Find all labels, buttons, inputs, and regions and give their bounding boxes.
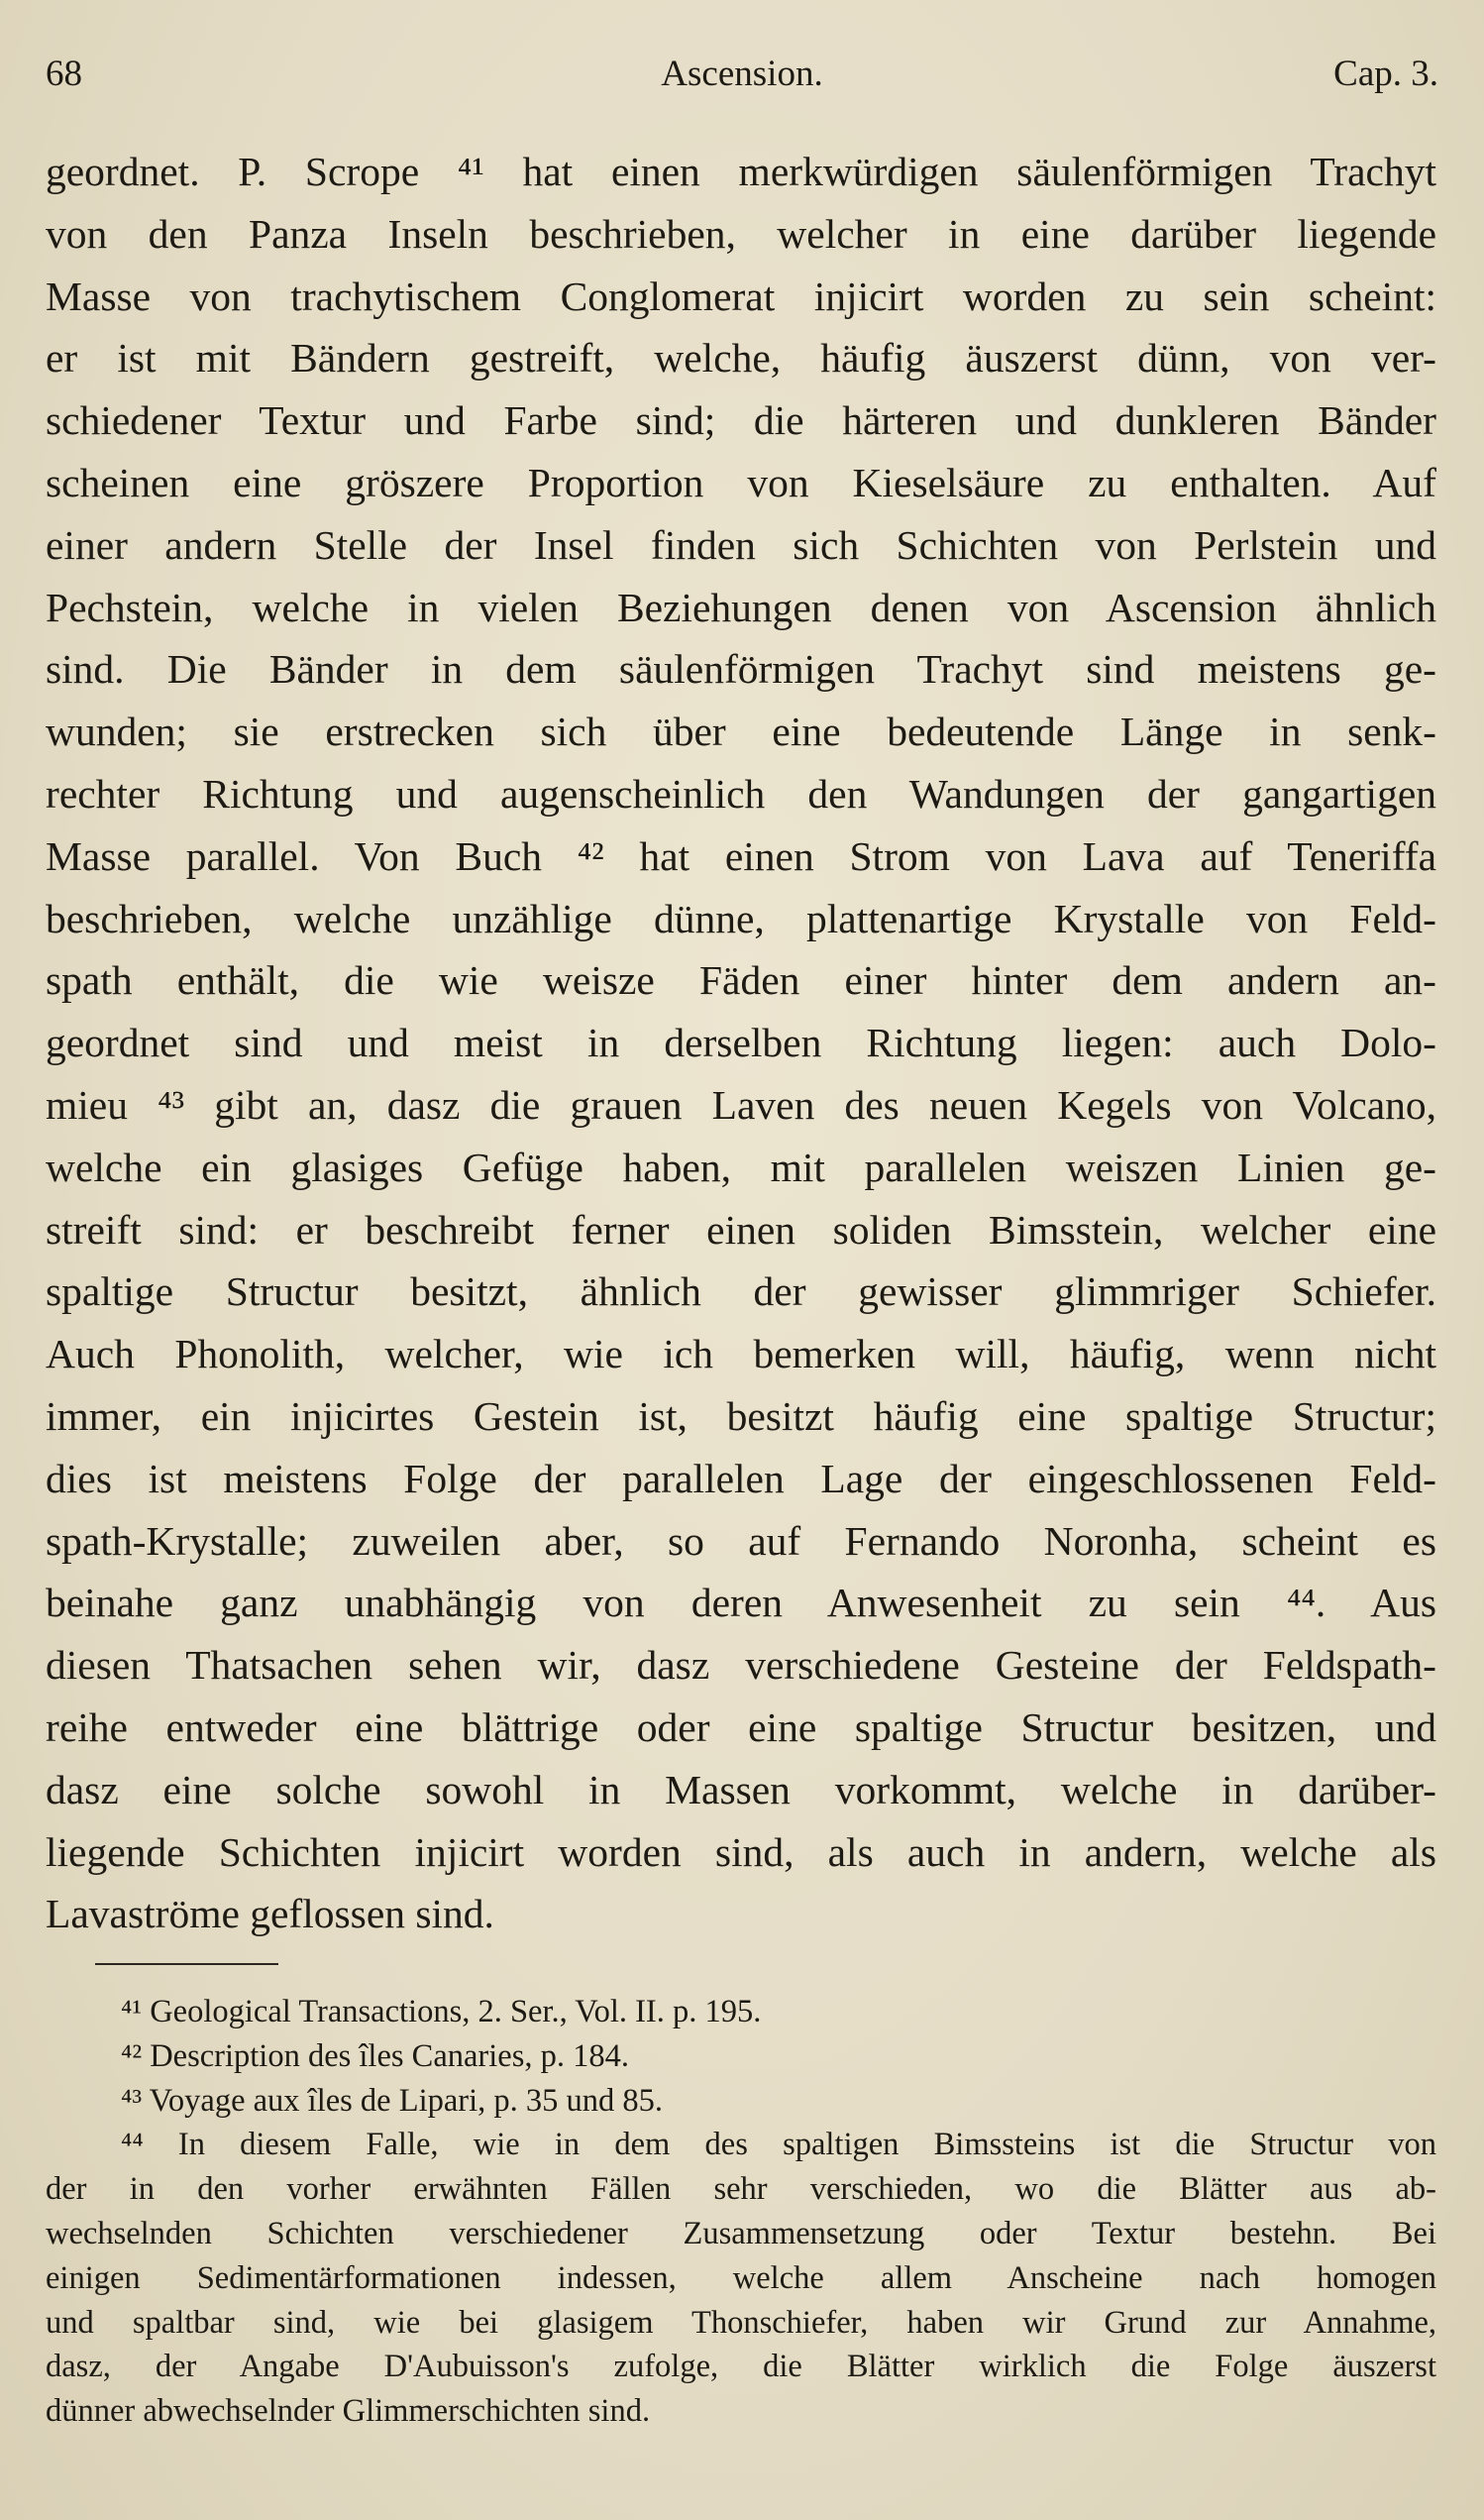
body-line: einer andern Stelle der Insel finden sich Schichten von Perlstein und: [46, 521, 1436, 568]
body-line: welche ein glasiges Gefüge haben, mit parallelen weiszen Linien ge-: [46, 1144, 1436, 1190]
body-line: Masse von trachytischem Conglomerat injicirt worden zu sein scheint:: [46, 273, 1436, 319]
body-line: geordnet sind und meist in derselben Richtung liegen: auch Dolo-: [46, 1020, 1436, 1066]
body-line: schiedener Textur und Farbe sind; die härteren und dunkleren Bänder: [46, 397, 1436, 444]
body-line: reihe entweder eine blättrige oder eine spaltige Structur besitzen, und: [46, 1703, 1436, 1750]
footnote-line: wechselnden Schichten verschiedener Zusammensetzung oder Textur bestehn. Bei: [46, 2215, 1436, 2251]
footnote-separator: [95, 1963, 278, 1965]
footnote-line: dasz, der Angabe D'Aubuisson's zufolge, die Blätter wirklich die Folge äuszerst: [46, 2349, 1436, 2385]
footnote-43: ⁴³ Voyage aux îles de Lipari, p. 35 und 85.: [121, 2082, 664, 2119]
running-title: Ascension.: [661, 54, 823, 94]
page-number: 68: [46, 54, 82, 94]
body-line: er ist mit Bändern gestreift, welche, häufig äuszerst dünn, von ver-: [46, 335, 1436, 382]
footnote-41: ⁴¹ Geological Transactions, 2. Ser., Vol. II. p. 195.: [121, 1994, 762, 2029]
body-line: spath enthält, die wie weisze Fäden einer hinter dem andern an-: [46, 957, 1436, 1004]
body-line: wunden; sie erstrecken sich über eine bedeutende Länge in senk-: [46, 709, 1436, 755]
running-head: [46, 50, 1438, 99]
body-line: Masse parallel. Von Buch ⁴² hat einen Strom von Lava auf Teneriffa: [46, 832, 1436, 879]
body-line: rechter Richtung und augenscheinlich den Wandungen der gangartigen: [46, 770, 1436, 817]
body-line: dies ist meistens Folge der parallelen Lage der eingeschlossenen Feld-: [46, 1455, 1436, 1501]
body-line: spaltige Structur besitzt, ähnlich der gewisser glimmriger Schiefer.: [46, 1268, 1436, 1315]
footnote-line: und spaltbar sind, wie bei glasigem Thonschiefer, haben wir Grund zur Annahme,: [46, 2304, 1436, 2341]
body-line: beinahe ganz unabhängig von deren Anwesenheit zu sein ⁴⁴. Aus: [46, 1580, 1436, 1626]
body-line: immer, ein injicirtes Gestein ist, besitzt häufig eine spaltige Structur;: [46, 1392, 1436, 1439]
body-line: mieu ⁴³ gibt an, dasz die grauen Laven des neuen Kegels von Volcano,: [46, 1081, 1436, 1128]
body-line: geordnet. P. Scrope ⁴¹ hat einen merkwürdigen säulenförmigen Trachyt: [46, 149, 1436, 194]
body-line: Pechstein, welche in vielen Beziehungen denen von Ascension ähnlich: [46, 584, 1436, 630]
body-line: liegende Schichten injicirt worden sind, als auch in andern, welche als: [46, 1828, 1436, 1875]
body-line: Lavaströme geflossen sind.: [46, 1891, 494, 1937]
body-text: [46, 141, 1436, 1945]
footnote-44: ⁴⁴ In diesem Falle, wie in dem des spaltigen Bimssteins ist die Structur von: [121, 2127, 1436, 2163]
body-line: diesen Thatsachen sehen wir, dasz verschiedene Gesteine der Feldspath-: [46, 1642, 1436, 1689]
footnote-line: einigen Sedimentärformationen indessen, welche allem Anscheine nach homogen: [46, 2259, 1436, 2296]
body-line: streift sind: er beschreibt ferner einen soliden Bimsstein, welcher eine: [46, 1206, 1436, 1253]
footnote-line: dünner abwechselnder Glimmerschichten sind.: [46, 2393, 651, 2430]
body-line: scheinen eine gröszere Proportion von Kieselsäure zu enthalten. Auf: [46, 459, 1436, 505]
body-line: sind. Die Bänder in dem säulenförmigen Trachyt sind meistens ge-: [46, 646, 1436, 693]
footnotes: [46, 1990, 1436, 2434]
body-line: beschrieben, welche unzählige dünne, plattenartige Krystalle von Feld-: [46, 895, 1436, 941]
footnote-line: der in den vorher erwähnten Fällen sehr verschieden, wo die Blätter aus ab-: [46, 2171, 1436, 2208]
body-line: spath-Krystalle; zuweilen aber, so auf Fernando Noronha, scheint es: [46, 1517, 1436, 1564]
chapter-label: Cap. 3.: [1333, 54, 1438, 94]
body-line: dasz eine solche sowohl in Massen vorkommt, welche in darüber-: [46, 1766, 1436, 1812]
body-line: Auch Phonolith, welcher, wie ich bemerken will, häufig, wenn nicht: [46, 1331, 1436, 1377]
footnote-42: ⁴² Description des îles Canaries, p. 184.: [121, 2037, 629, 2074]
body-line: von den Panza Inseln beschrieben, welcher in eine darüber liegende: [46, 210, 1436, 257]
